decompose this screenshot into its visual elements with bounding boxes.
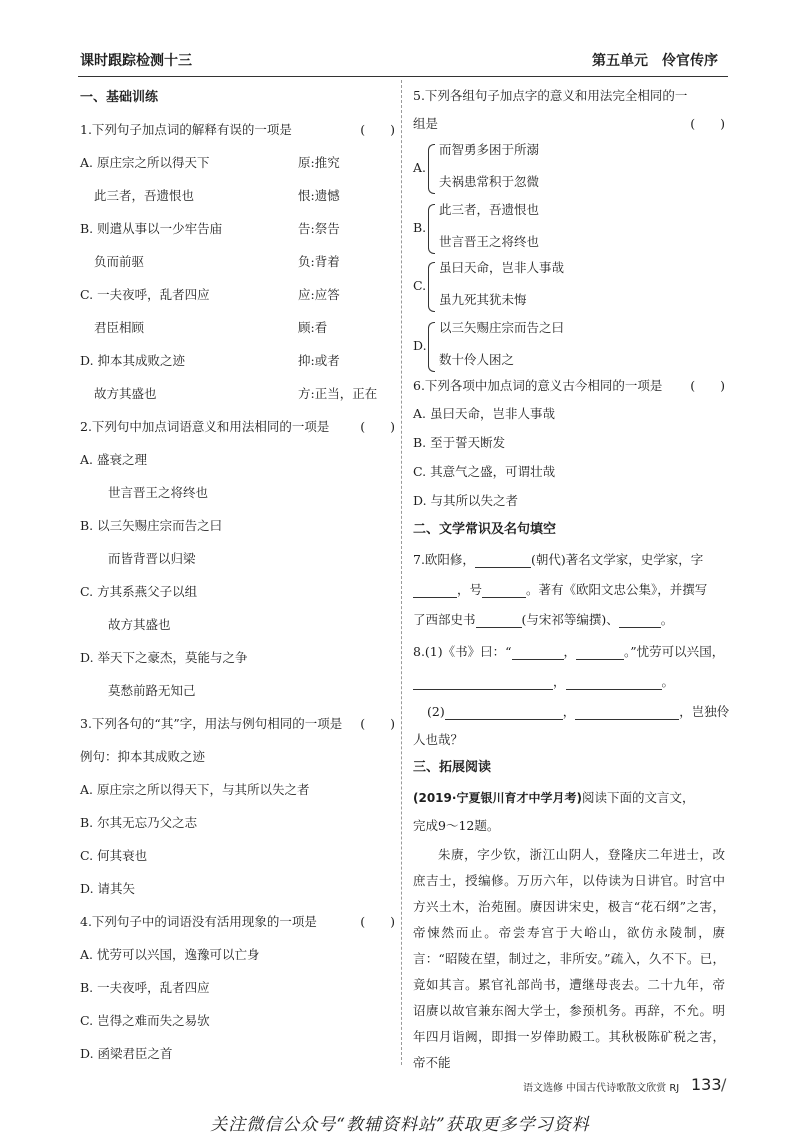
q8-blank-1[interactable]	[512, 645, 564, 660]
q5-answer-paren[interactable]: ( )	[690, 116, 725, 131]
q7-blank-dynasty[interactable]	[475, 553, 531, 568]
q5-group-c-sent2: 虽九死其犹未悔	[439, 292, 527, 307]
q1-gloss-b2: 负:背着	[298, 254, 340, 269]
q4-option-b: B. 一夫夜呼，乱者四应	[80, 980, 210, 995]
q8-blank-4[interactable]	[566, 675, 662, 690]
q5-stem-line2: 组是 ( )	[413, 116, 725, 131]
q3-option-a: A. 原庄宗之所以得天下，与其所以失之者	[80, 782, 310, 797]
q4-option-c: C. 岂得之难而失之易欤	[80, 1013, 210, 1028]
q5-group-b-sent1: 此三者，吾遗恨也	[439, 202, 540, 217]
q1-gloss-c2: 顾:看	[298, 320, 328, 335]
q7-blank-history1[interactable]	[476, 613, 522, 628]
q5-group-d-sent1: 以三矢赐庄宗而告之曰	[439, 320, 565, 335]
q1-gloss-d1: 抑:或者	[298, 353, 340, 368]
reading-intro-2: 完成9～12题。	[413, 818, 500, 833]
q5-group-d-sent2: 数十伶人困之	[439, 352, 515, 367]
q8-blank-5[interactable]	[445, 705, 563, 720]
q6-option-d: D. 与其所以失之者	[413, 493, 519, 508]
q1-gloss-d2: 方:正当，正在	[298, 386, 378, 401]
q3-option-d: D. 请其矢	[80, 881, 136, 896]
q1-gloss-a2: 恨:遗憾	[298, 188, 340, 203]
footer-book-title: 语文选修 中国古代诗歌散文欣赏 RJ	[523, 1083, 680, 1094]
q5-group-d-brace	[428, 322, 435, 372]
q6-answer-paren[interactable]: ( )	[690, 378, 725, 393]
section-1-title: 一、基础训练	[80, 90, 159, 105]
q4-option-d: D. 函梁君臣之首	[80, 1046, 173, 1061]
page-number: 133	[691, 1075, 722, 1094]
q8-blank-6[interactable]	[575, 705, 679, 720]
watermark-banner: 关注微信公众号“教辅资料站”获取更多学习资料	[210, 1115, 590, 1135]
q1-option-d2: 故方其盛也	[94, 386, 157, 401]
q1-stem: 1.下列句子加点词的解释有误的一项是 ( )	[80, 122, 395, 137]
q7-line1: 7.欧阳修， (朝代)著名文学家，史学家，字	[413, 552, 704, 567]
q8-line2: ， 。	[413, 674, 674, 690]
q1-gloss-b1: 告:祭告	[298, 221, 340, 236]
q6-option-b: B. 至于誓天断发	[413, 435, 506, 450]
q6-option-c: C. 其意气之盛，可谓壮哉	[413, 464, 556, 479]
q1-option-c: C. 一夫夜呼，乱者四应	[80, 287, 210, 302]
footer-slash-mark: /	[721, 1075, 727, 1094]
q1-answer-paren[interactable]: ( )	[360, 122, 395, 137]
q1-option-c2: 君臣相顾	[94, 320, 145, 335]
q8-blank-2[interactable]	[576, 645, 624, 660]
q8-line4: 人也哉？	[413, 732, 464, 747]
column-divider	[401, 80, 402, 1065]
q6-option-a: A. 虽曰天命，岂非人事哉	[413, 406, 555, 421]
q1-option-b: B. 则遣从事以一少牢告庙	[80, 221, 223, 236]
q2-option-b: B. 以三矢赐庄宗而告之曰	[80, 518, 223, 533]
q1-gloss-a1: 原:推究	[298, 155, 340, 170]
q1-option-d: D. 抑本其成败之迹	[80, 353, 186, 368]
q2-option-d: D. 举天下之豪杰，莫能与之争	[80, 650, 248, 665]
q8-blank-3[interactable]	[413, 675, 553, 690]
q2-option-a: A. 盛衰之理	[80, 452, 147, 467]
q7-blank-history2[interactable]	[619, 613, 661, 628]
q5-group-c-label: C.	[413, 278, 427, 293]
q1-gloss-c1: 应:应答	[298, 287, 340, 302]
reading-intro: (2019·宁夏银川育才中学月考)阅读下面的文言文，	[413, 790, 695, 805]
q1-option-a2: 此三者，吾遗恨也	[94, 188, 195, 203]
q7-blank-hao[interactable]	[482, 583, 526, 598]
header-right-title: 第五单元 伶官传序	[592, 53, 718, 69]
q5-group-b-sent2: 世言晋王之将终也	[439, 234, 540, 249]
q8-line3: (2) ， ，岂独伶	[427, 704, 730, 719]
q3-option-b: B. 尔其无忘乃父之志	[80, 815, 198, 830]
header-left-title: 课时跟踪检测十三	[80, 53, 192, 69]
q8-line1: 8.(1)《书》曰：“ ， 。”忧劳可以兴国，	[413, 644, 725, 659]
q6-stem: 6.下列各项中加点词的意义古今相同的一项是 ( )	[413, 378, 725, 393]
q5-group-c-brace	[428, 262, 435, 312]
reading-passage: 朱赓，字少钦，浙江山阴人，登隆庆二年进士，改庶吉士，授编修。万历六年，以侍读为日讲官。时宫中方兴土木，治苑囿。赓因讲宋史，极言“花石纲”之害，帝悚然而止。帝尝寿宫于大峪山，欲仿永陵制，赓言：“昭陵在望，制过之，非所安。”疏入，久不下。已，竟如其言。累官礼部尚书，遭继母丧去。二十九年，帝诏赓以故官兼东阁大学士，参预机务。再辞，不允。明年四月诣阙，即揖一岁俸助殿工。其秋极陈矿税之害，帝不能	[413, 847, 725, 1070]
q3-stem: 3.下列各句的“其”字，用法与例句相同的一项是 ( )	[80, 716, 395, 731]
q5-group-a-brace	[428, 144, 435, 194]
q5-group-a-sent1: 而智勇多困于所溺	[439, 142, 540, 157]
q1-option-a: A. 原庄宗之所以得天下	[80, 155, 210, 170]
q3-example: 例句：抑本其成败之迹	[80, 749, 206, 764]
q7-line2: ，号 。著有《欧阳文忠公集》，并撰写	[413, 582, 707, 598]
q2-option-a2: 世言晋王之将终也	[108, 485, 209, 500]
header-rule	[78, 76, 728, 77]
q7-blank-zi[interactable]	[413, 583, 457, 598]
section-2-title: 二、文学常识及名句填空	[413, 522, 557, 537]
q3-option-c: C. 何其衰也	[80, 848, 148, 863]
section-3-title: 三、拓展阅读	[413, 760, 492, 775]
q4-answer-paren[interactable]: ( )	[360, 914, 395, 929]
reading-source: (2019·宁夏银川育才中学月考)	[413, 791, 582, 805]
q2-answer-paren[interactable]: ( )	[360, 419, 395, 434]
q5-stem-line1: 5.下列各组句子加点字的意义和用法完全相同的一	[413, 88, 688, 103]
q3-answer-paren[interactable]: ( )	[360, 716, 395, 731]
q5-group-d-label: D.	[413, 338, 427, 353]
q7-line3: 了西部史书 (与宋祁等编撰)、 。	[413, 612, 674, 627]
q4-stem: 4.下列句子中的词语没有活用现象的一项是 ( )	[80, 914, 395, 929]
q2-option-b2: 而皆背晋以归梁	[108, 551, 196, 566]
q5-group-a-sent2: 夫祸患常积于忽微	[439, 174, 540, 189]
q5-group-c-sent1: 虽曰天命，岂非人事哉	[439, 260, 565, 275]
q1-option-b2: 负而前驱	[94, 254, 145, 269]
q2-option-c: C. 方其系燕父子以组	[80, 584, 198, 599]
q5-group-b-brace	[428, 204, 435, 254]
q2-option-d2: 莫愁前路无知己	[108, 683, 196, 698]
q2-option-c2: 故方其盛也	[108, 617, 171, 632]
q4-option-a: A. 忧劳可以兴国，逸豫可以亡身	[80, 947, 260, 962]
q5-group-a-label: A.	[413, 160, 427, 175]
q5-group-b-label: B.	[413, 220, 427, 235]
page-footer	[523, 1075, 733, 1097]
q2-stem: 2.下列句中加点词语意义和用法相同的一项是 ( )	[80, 419, 395, 434]
